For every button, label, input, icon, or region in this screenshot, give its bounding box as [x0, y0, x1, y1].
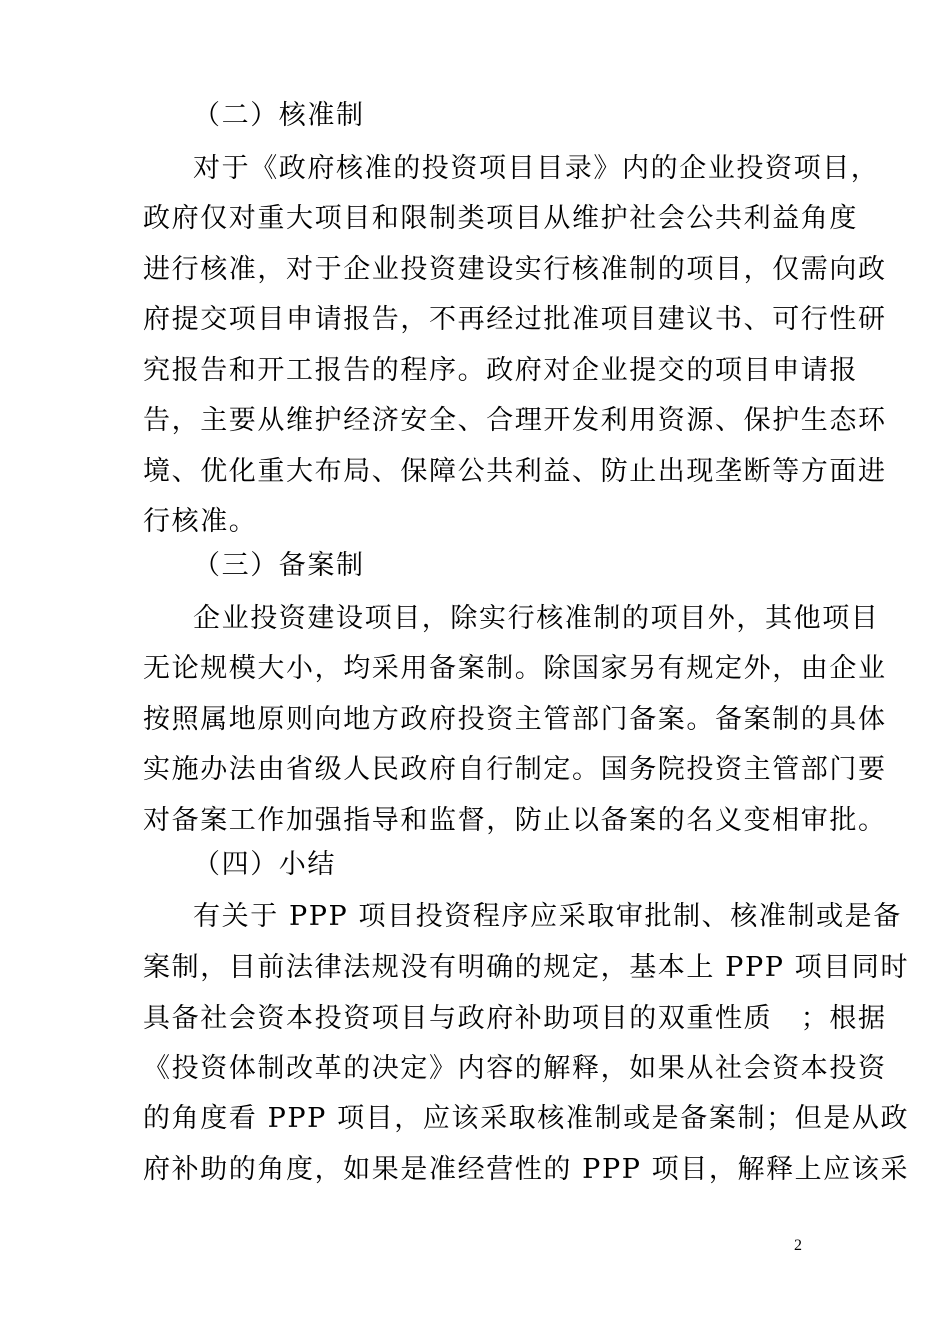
section-heading-summary: （四）小结 — [193, 849, 336, 880]
paragraph-line: 有关于 PPP 项目投资程序应采取审批制、核准制或是备 — [193, 901, 902, 932]
paragraph-line: 《投资体制改革的决定》内容的解释，如果从社会资本投资 — [143, 1053, 887, 1084]
paragraph-line: 府补助的角度，如果是准经营性的 PPP 项目，解释上应该采 — [143, 1154, 910, 1185]
paragraph-line: 案制，目前法律法规没有明确的规定，基本上 PPP 项目同时 — [143, 952, 910, 983]
paragraph-line: 无论规模大小，均采用备案制。除国家另有规定外，由企业 — [143, 653, 887, 684]
paragraph-line: 境、优化重大布局、保障公共利益、防止出现垄断等方面进 — [143, 456, 887, 487]
paragraph-line: 按照属地原则向地方政府投资主管部门备案。备案制的具体 — [143, 704, 887, 735]
paragraph-line: 行核准。 — [143, 506, 258, 537]
paragraph-line: 府提交项目申请报告，不再经过批准项目建议书、可行性研 — [143, 304, 887, 335]
paragraph-line: 实施办法由省级人民政府自行制定。国务院投资主管部门要 — [143, 754, 887, 785]
paragraph-line: 对于《政府核准的投资项目目录》内的企业投资项目， — [193, 153, 880, 184]
section-heading-filing: （三）备案制 — [193, 550, 365, 581]
paragraph-line: 告，主要从维护经济安全、合理开发利用资源、保护生态环 — [143, 405, 887, 436]
paragraph-line: 进行核准，对于企业投资建设实行核准制的项目，仅需向政 — [143, 254, 887, 285]
section-heading-approval: （二）核准制 — [193, 100, 365, 131]
paragraph-line: 对备案工作加强指导和监督，防止以备案的名义变相审批。 — [143, 805, 887, 836]
paragraph-line: 具备社会资本投资项目与政府补助项目的双重性质 ；根据 — [143, 1003, 887, 1034]
paragraph-line: 究报告和开工报告的程序。政府对企业提交的项目申请报 — [143, 355, 858, 386]
paragraph-line: 企业投资建设项目，除实行核准制的项目外，其他项目 — [193, 603, 880, 634]
page-number: 2 — [794, 1237, 802, 1254]
paragraph-line: 政府仅对重大项目和限制类项目从维护社会公共利益角度 — [143, 203, 858, 234]
paragraph-line: 的角度看 PPP 项目，应该采取核准制或是备案制；但是从政 — [143, 1103, 910, 1134]
